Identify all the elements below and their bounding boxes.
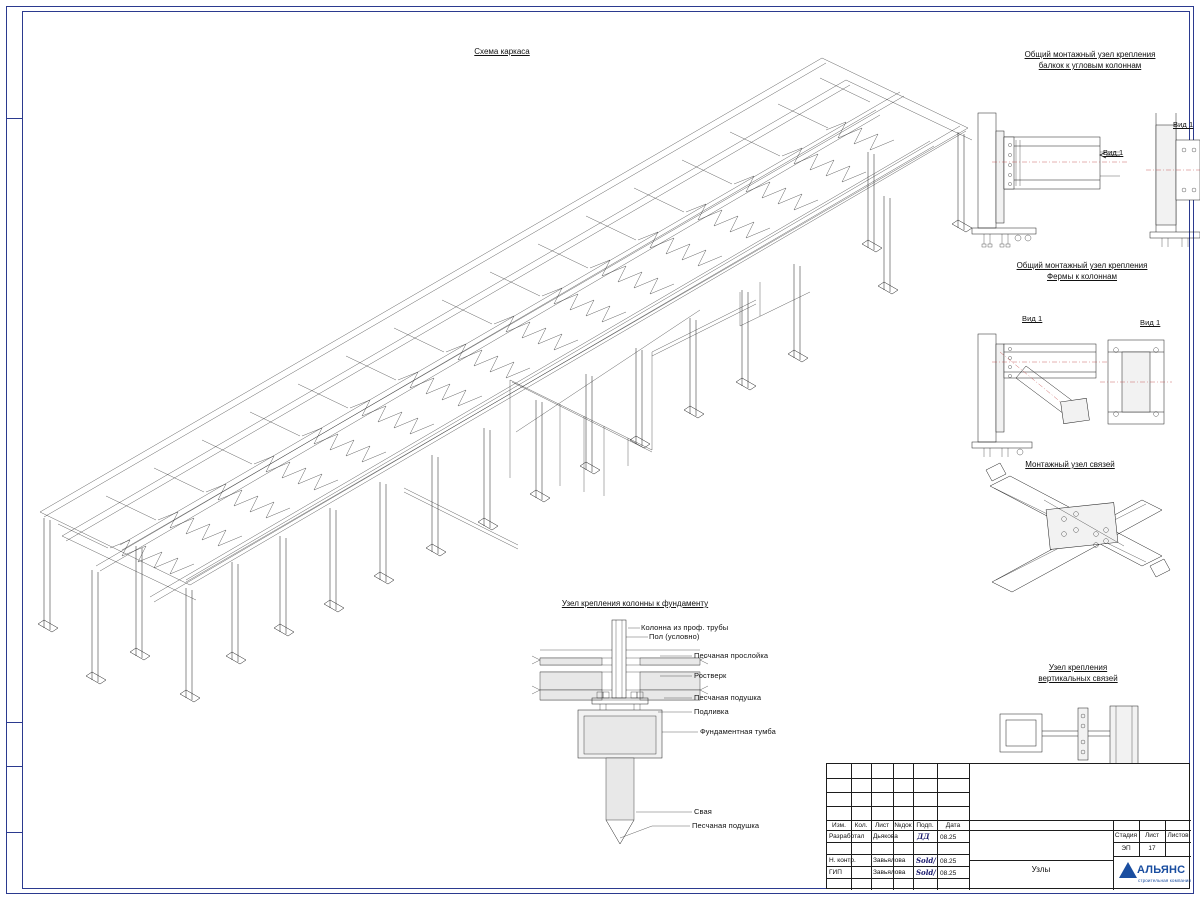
callout-sand-bed: Песчаная подушка [694,693,762,702]
title-block [826,763,1190,889]
tb-stage-header: Стадия [1114,832,1138,839]
tb-row-sign-2: Sold/ [916,856,936,865]
tb-stage-value: ЭП [1121,845,1131,852]
company-logo-icon [1119,862,1137,878]
callout-grout: Подливка [694,707,729,716]
company-subtitle: строительная компания [1138,878,1191,883]
tb-row-sign-3: Sold/ [916,868,936,877]
tb-sheet-value: 17 [1148,845,1156,852]
tb-row-date-0: 08.25 [940,834,957,841]
tb-row-role-2: Н. контр. [829,857,856,864]
callout-sand-layer: Песчаная прослойка [694,651,769,660]
frame-scheme-title: Схема каркаса [474,47,530,56]
tb-col-data: Дата [945,822,961,829]
tb-col-ndoc: №док [894,822,912,829]
callout-grillage: Ростверк [694,671,727,680]
tb-row-sign-0: ДД [917,832,930,841]
callout-foundation-pedestal: Фундаментная тумба [700,727,776,736]
detail-3-title: Монтажный узел связей [1025,460,1115,469]
tb-row-date-3: 08.25 [940,870,957,877]
tb-row-name-2: Завьялова [873,857,906,864]
tb-col-list: Лист [874,822,890,829]
callout-floor: Пол (условно) [649,632,700,641]
detail-4-title-line1: Узел крепления [1048,663,1108,672]
tb-row-role-0: Разработал [829,833,865,840]
tb-row-date-2: 08.25 [940,858,957,865]
tb-col-kol: Кол. [854,822,868,829]
detail-1-view-label-1: Вид 1 [1103,148,1124,157]
detail-2-view-label-1: Вид 1 [1022,314,1043,323]
detail-1-title-line1: Общий монтажный узел крепления [1024,50,1156,59]
callout-pile: Свая [694,807,712,816]
tb-sheets-header: Листов [1167,832,1189,839]
detail-5-title: Узел крепления колонны к фундаменту [561,599,709,608]
tb-row-role-3: ГИП [829,869,842,876]
detail-2-view-label-2: Вид 1 [1140,318,1161,327]
callout-column-profile: Колонна из проф. трубы [641,623,729,632]
detail-4-title-line2: вертикальных связей [1038,674,1118,683]
detail-1-view-label-2: Вид 1 [1173,120,1194,129]
company-name: АЛЬЯНС [1137,864,1186,876]
tb-row-name-0: Дьякова [873,833,898,840]
detail-2-title-line1: Общий монтажный узел крепления [1016,261,1148,270]
callout-sand-bed-2: Песчаная подушка [692,821,760,830]
tb-sheet-header: Лист [1144,832,1160,839]
tb-doc-title: Узлы [1031,865,1051,874]
tb-col-podp: Подп. [916,822,934,829]
detail-1-title-line2: балкок к угловым колоннам [1038,61,1142,70]
tb-col-izm: Изм. [832,822,846,829]
tb-row-name-3: Завьялова [873,869,906,876]
detail-2-title-line2: Фермы к колоннам [1046,272,1118,281]
